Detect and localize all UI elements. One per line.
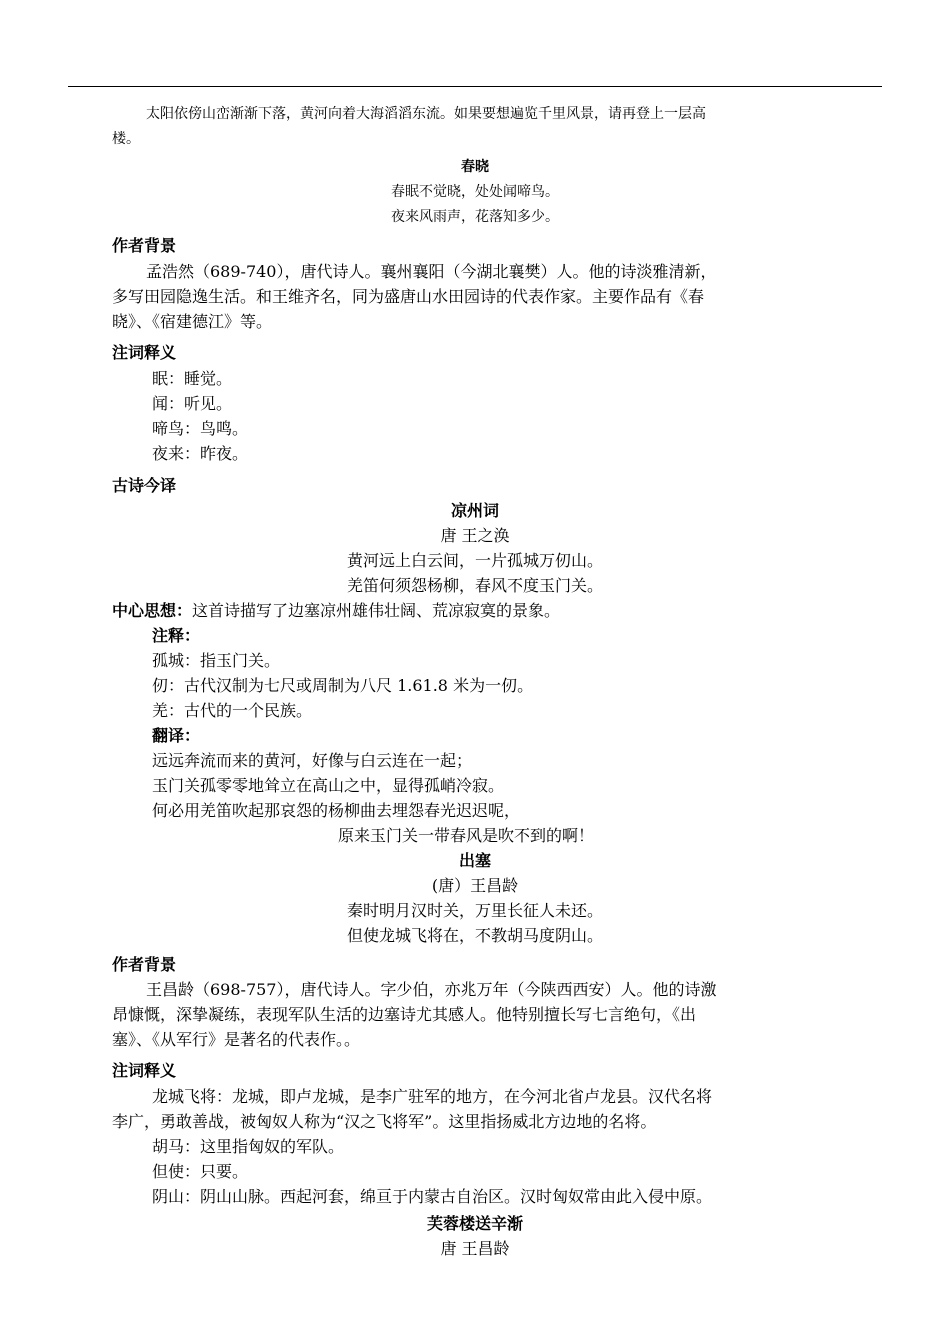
section-heading-notes: 注词释义 [112, 1061, 177, 1080]
translation-line: 远远奔流而来的黄河，好像与白云连在一起； [152, 751, 473, 770]
section-heading-author-bg: 作者背景 [112, 955, 177, 974]
paragraph-line: 孟浩然（689-740），唐代诗人。襄州襄阳（今湖北襄樊）人。他的诗淡雅清新， [146, 262, 717, 281]
poem-author: (唐）王昌龄 [431, 876, 519, 895]
theme-line [112, 603, 560, 619]
section-heading-author-bg: 作者背景 [112, 236, 177, 255]
intro-line-1: 太阳依傍山峦渐渐下落，黄河向着大海滔滔东流。如果要想遍览千里风景，请再登上一层高 [146, 106, 706, 122]
translation-line: 何必用羌笛吹起那哀怨的杨柳曲去埋怨春光迟迟呢， [152, 801, 521, 820]
poem-title-chusai: 出塞 [458, 851, 491, 870]
section-heading-translation: 古诗今译 [112, 476, 177, 495]
poem-verse: 羌笛何须怨杨柳，春风不度玉门关。 [346, 576, 603, 595]
note-item: 龙城飞将：龙城，即卢龙城，是李广驻军的地方，在今河北省卢龙县。汉代名将 [152, 1087, 713, 1106]
poem-verse: 但使龙城飞将在，不教胡马度阴山。 [346, 926, 603, 945]
note-item: 胡马：这里指匈奴的军队。 [152, 1137, 345, 1156]
paragraph-line: 塞》、《从军行》是著名的代表作。。 [112, 1030, 361, 1049]
note-item: 阴山：阴山山脉。西起河套，绵亘于内蒙古自治区。汉时匈奴常由此入侵中原。 [152, 1187, 713, 1206]
note-item: 李广，勇敢善战，被匈奴人称为“汉之飞将军”。这里指扬威北方边地的名将。 [112, 1112, 657, 1131]
theme-text: 这首诗描写了边塞凉州雄伟壮阔、荒凉寂寞的景象。 [192, 601, 561, 620]
poem-verse: 秦时明月汉时关，万里长征人未还。 [346, 901, 603, 920]
translation-label: 翻译： [152, 726, 201, 745]
poem-author: 唐 王昌龄 [440, 1239, 510, 1258]
intro-line-2: 楼。 [112, 131, 140, 147]
notes-label: 注释： [152, 626, 201, 645]
translation-line: 原来玉门关一带春风是吹不到的啊！ [338, 826, 595, 845]
header-rule [68, 86, 882, 87]
note-item: 羌：古代的一个民族。 [152, 701, 313, 720]
poem-author: 唐 王之涣 [440, 526, 510, 545]
note-item: 闻：听见。 [152, 394, 233, 413]
poem-verse: 夜来风雨声，花落知多少。 [391, 209, 559, 225]
poem-verse: 春眠不觉晓，处处闻啼鸟。 [391, 184, 559, 200]
theme-label: 中心思想： [112, 601, 193, 620]
note-item: 眠：睡觉。 [152, 369, 233, 388]
poem-title-furong: 芙蓉楼送辛渐 [426, 1214, 523, 1233]
paragraph-line: 昂慷慨，深挚凝练，表现军队生活的边塞诗尤其感人。他特别擅长写七言绝句，《出 [112, 1005, 697, 1024]
poem-title-liangzhou: 凉州词 [450, 501, 499, 520]
translation-line: 玉门关孤零零地耸立在高山之中，显得孤峭冷寂。 [152, 776, 505, 795]
note-item: 夜来：昨夜。 [152, 444, 249, 463]
note-item: 仞：古代汉制为七尺或周制为八尺 1.61.8 米为一仞。 [152, 676, 534, 695]
note-item: 但使：只要。 [152, 1162, 249, 1181]
paragraph-line: 晓》、《宿建德江》等。 [112, 312, 273, 331]
paragraph-line: 王昌龄（698-757），唐代诗人。字少伯，亦兆万年（今陕西西安）人。他的诗激 [146, 980, 717, 999]
section-heading-notes: 注词释义 [112, 343, 177, 362]
poem-verse: 黄河远上白云间，一片孤城万仞山。 [346, 551, 603, 570]
note-item: 啼鸟：鸟鸣。 [152, 419, 249, 438]
poem-title-chunxiao: 春晓 [461, 159, 489, 175]
note-item: 孤城：指玉门关。 [152, 651, 281, 670]
paragraph-line: 多写田园隐逸生活。和王维齐名，同为盛唐山水田园诗的代表作家。主要作品有《春 [112, 287, 705, 306]
